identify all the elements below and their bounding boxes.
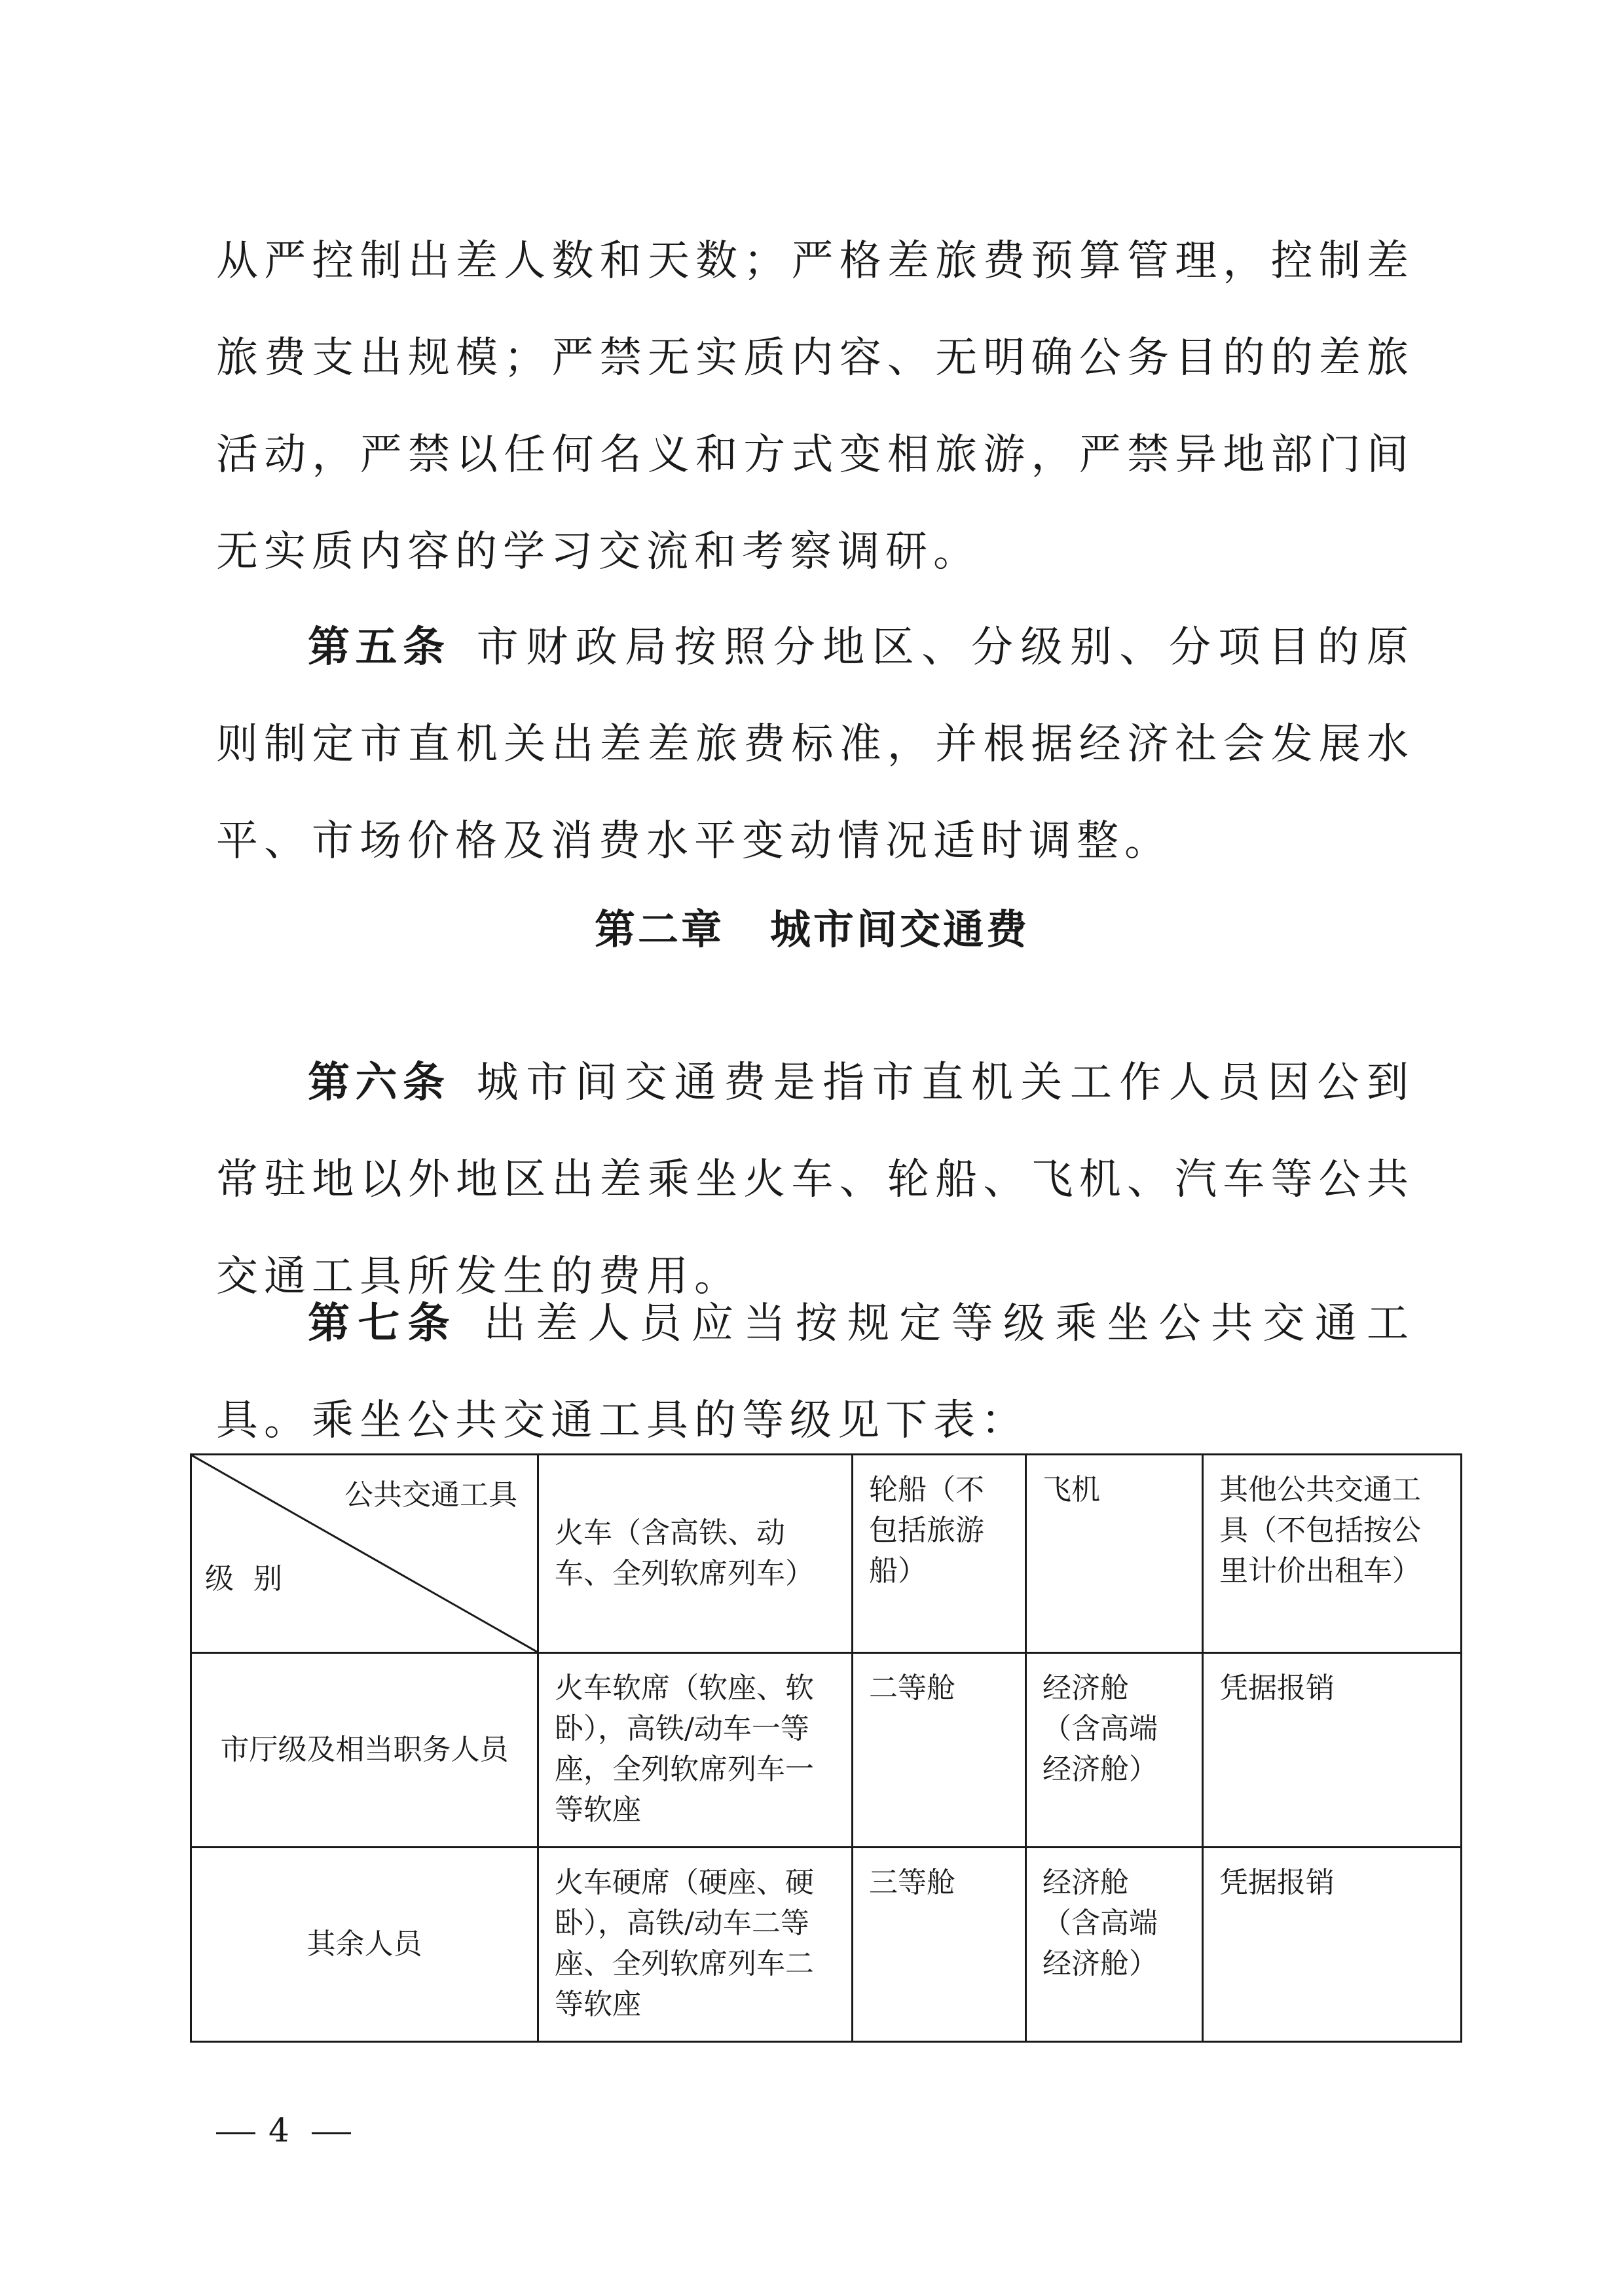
corner-top-label: 公共交通工具 [344, 1478, 517, 1512]
article-7 [216, 1275, 1414, 1469]
article-7-lead: 第七条 [308, 1300, 458, 1348]
row-level: 市厅级及相当职务人员 [191, 1653, 538, 1848]
article-7-text: 出差人员应当按规定等级乘坐公共交通工具。乘坐公共交通工具的等级见下表： [216, 1300, 1415, 1445]
article-5-text: 市财政局按照分地区、分级别、分项目的原则制定市直机关出差差旅费标准，并根据经济社会发展水平、市场价格及消费水平变动情况适时调整。 [216, 623, 1415, 866]
row-ship: 三等舱 [853, 1848, 1026, 2042]
chapter-heading [0, 897, 1624, 955]
article-6-text: 城市间交通费是指市直机关工作人员因公到常驻地以外地区出差乘坐火车、轮船、飞机、汽车等公共交通工具所发生的费用。 [216, 1059, 1415, 1301]
header-train: 火车（含高铁、动车、全列软席列车） [538, 1455, 853, 1653]
row-other: 凭据报销 [1203, 1653, 1462, 1848]
row-train: 火车软席（软座、软卧），高铁/动车一等座，全列软席列车一等软座 [538, 1653, 853, 1848]
article-5-lead: 第五条 [308, 623, 451, 672]
row-ship: 二等舱 [853, 1653, 1026, 1848]
row-plane: 经济舱（含高端经济舱） [1026, 1653, 1203, 1848]
row-plane: 经济舱（含高端经济舱） [1026, 1848, 1203, 2042]
row-level: 其余人员 [191, 1848, 538, 2042]
paragraph-continuation: 从严控制出差人数和天数；严格差旅费预算管理，控制差旅费支出规模；严禁无实质内容、无明确公务目的的差旅活动，严禁以任何名义和方式变相旅游，严禁异地部门间无实质内容的学习交流和考察调研。 [216, 237, 1414, 576]
table-header-row [191, 1455, 1462, 1653]
table-row [191, 1653, 1462, 1848]
header-other: 其他公共交通工具（不包括按公里计价出租车） [1203, 1455, 1462, 1653]
transport-grade-table [190, 1453, 1462, 2043]
corner-bottom-label: 级别 [205, 1562, 302, 1595]
header-plane: 飞机 [1026, 1455, 1203, 1653]
page-number [203, 2111, 364, 2149]
header-ship: 轮船（不包括旅游船） [853, 1455, 1026, 1653]
page-number-value: 4 [268, 2111, 299, 2149]
table-corner-cell [191, 1455, 538, 1653]
chapter-title: 城市间交通费 [770, 905, 1030, 953]
article-6-lead: 第六条 [308, 1059, 451, 1107]
row-other: 凭据报销 [1203, 1848, 1462, 2042]
article-5 [216, 599, 1414, 890]
chapter-number: 第二章 [594, 905, 724, 953]
table-row [191, 1848, 1462, 2042]
row-train: 火车硬席（硬座、硬卧），高铁/动车二等座、全列软席列车二等软座 [538, 1848, 853, 2042]
